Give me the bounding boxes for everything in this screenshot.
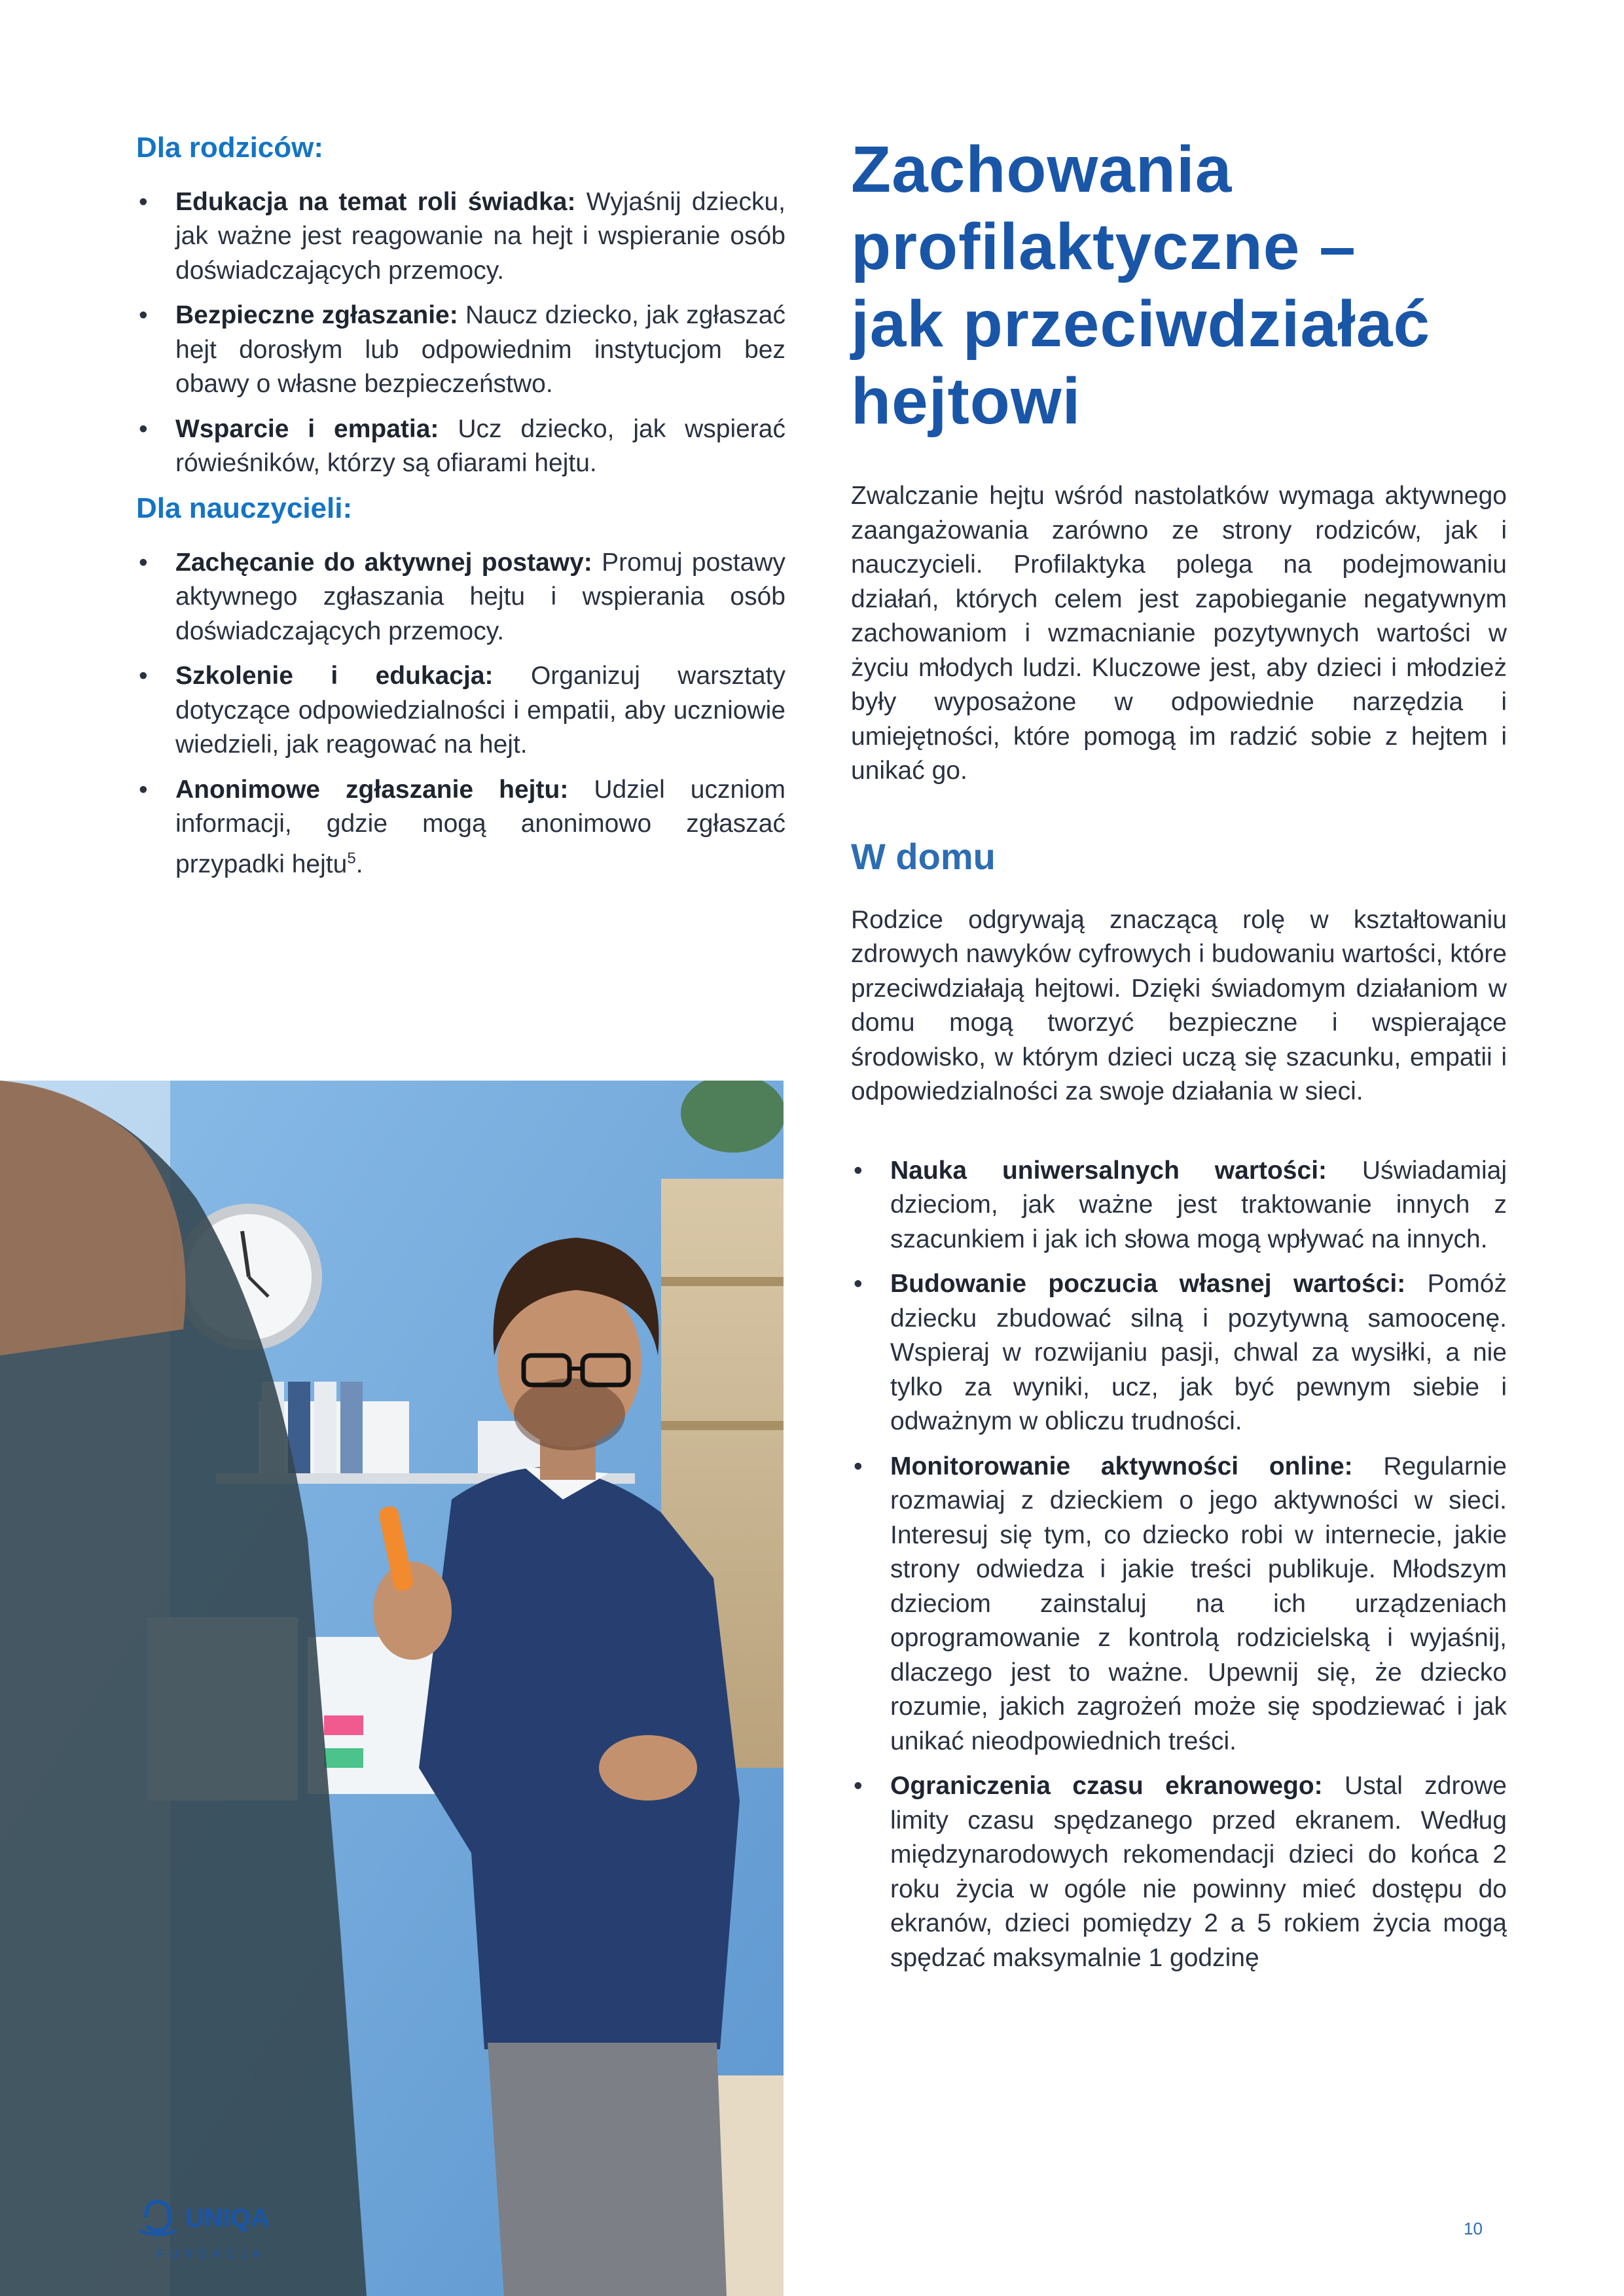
page-number: 10 (1464, 2219, 1483, 2238)
item-text: Organizuj warsztaty dotyczące odpowiedzialności i empatii, aby uczniowie wiedzieli, jak reagować na hejt. (175, 662, 785, 759)
bullet-icon: • (139, 414, 148, 443)
uniqa-logo-graphic (134, 2193, 304, 2265)
bullet-icon: • (854, 1452, 863, 1480)
teachers-heading: Dla nauczycieli: (136, 492, 353, 524)
home-heading: W domu (851, 835, 996, 877)
list-item (851, 1154, 1507, 1257)
item-label: Szkolenie i edukacja: (175, 662, 494, 691)
item-text: Uświadamiaj dzieciom, jak ważne jest traktowanie innych z szacunkiem i jak ich słowa mogą wpływać na innych. (890, 1156, 1507, 1253)
bullet-icon: • (139, 548, 148, 577)
item-text: Ucz dziecko, jak wspierać rówieśników, którzy są ofiarami hejtu. (175, 414, 785, 478)
list-item (136, 659, 785, 762)
list-item (136, 412, 785, 481)
item-label: Edukacja na temat roli świadka: (175, 187, 576, 216)
teacher-classroom-illustration (0, 1081, 784, 2296)
logo-wordmark: UNIQA (185, 2204, 270, 2233)
list-item (851, 1450, 1507, 1759)
list-item (136, 773, 785, 882)
item-text: Regularnie rozmawiaj z dzieckiem o jego aktywności w sieci. Interesuj się tym, co dziecko robi w internecie, jakie strony odwiedza i jakie treści publikuje. Młodszym dzieciom zainstaluj na ich urządzeniach oprogramowanie z kontrolą rodzicielską i wyjaśnij, dlaczego jest to ważne. Upewnij się, że dziecko rozumie, jakich zagrożeń może się spodziewać i jak unikać nieodpowiednich treści. (890, 1452, 1507, 1755)
bullet-icon: • (139, 662, 148, 691)
title-line: jak przeciwdziałać (851, 287, 1431, 361)
list-item (136, 546, 785, 649)
home-list (851, 1154, 1507, 1976)
item-label: Nauka uniwersalnych wartości: (890, 1156, 1327, 1185)
item-label: Budowanie poczucia własnej wartości: (890, 1270, 1406, 1299)
bullet-icon: • (854, 1270, 863, 1299)
classroom-photo (0, 1081, 784, 2296)
list-item (136, 185, 785, 289)
item-text: Ustal zdrowe limity czasu spędzanego przed ekranem. Według międzynarodowych rekomendacji dzieci do końca 2 roku życia w ogóle nie powinny mieć dostępu do ekranów, dzieci pomiędzy 2 a 5 rokiem życia mogą spędzać maksymalnie 1 godzinę (890, 1772, 1507, 1972)
parents-heading: Dla rodziców: (136, 132, 324, 164)
page-title (851, 131, 1507, 440)
bullet-icon: • (854, 1772, 863, 1801)
item-label: Bezpieczne zgłaszanie: (175, 301, 458, 330)
teachers-list (136, 546, 785, 882)
title-line: Zachowania (851, 133, 1233, 206)
list-item (136, 298, 785, 402)
bullet-icon: • (139, 775, 148, 804)
home-intro-paragraph: Rodzice odgrywają znaczącą rolę w kształtowaniu zdrowych nawyków cyfrowych i budowaniu wartości, które przeciwdziałają hejtowi. Dzięki świadomym działaniom w domu mogą tworzyć bezpieczne i wspierające środowisko, w którym dzieci uczą się szacunku, empatii i odpowiedzialności za swoje działania w sieci. (851, 905, 1507, 1106)
item-label: Anonimowe zgłaszanie hejtu: (175, 775, 569, 804)
item-text: Promuj postawy aktywnego zgłaszania hejtu i wspierania osób doświadczających przemocy. (175, 548, 785, 645)
item-label: Monitorowanie aktywności online: (890, 1452, 1353, 1480)
intro-paragraph: Zwalczanie hejtu wśród nastolatków wymaga aktywnego zaangażowania zarówno ze strony rodziców, jak i nauczycieli. Profilaktyka polega na podejmowaniu działań, których celem jest zapobieganie negatywnym zachowaniom i wzmacnianie pozytywnych wartości w życiu młodych ludzi. Kluczowe jest, aby dzieci i młodzież były wyposażone w odpowiednie narzędzia i umiejętności, które pomogą im radzić sobie z hejtem i unikać go. (851, 482, 1507, 785)
logo-subtitle: FUNDACJA (156, 2248, 267, 2261)
bullet-icon: • (854, 1156, 863, 1185)
item-label: Ograniczenia czasu ekranowego: (890, 1772, 1323, 1801)
title-line: hejtowi (851, 365, 1081, 438)
item-label: Zachęcanie do aktywnej postawy: (175, 548, 592, 577)
item-text: Naucz dziecko, jak zgłaszać hejt dorosłym lub odpowiednim instytucjom bez obawy o własne bezpieczeństwo. (175, 301, 785, 399)
title-line: profilaktyczne – (851, 210, 1356, 283)
bullet-icon: • (139, 187, 148, 216)
right-column (851, 131, 1507, 1986)
item-text-end: . (355, 850, 363, 878)
item-text: Udziel uczniom informacji, gdzie mogą anonimowo zgłaszać przypadki hejtu (175, 775, 785, 878)
footnote-marker[interactable]: 5 (347, 849, 356, 867)
item-label: Wsparcie i empatia: (175, 414, 439, 443)
list-item (851, 1267, 1507, 1439)
uniqa-logo (134, 2193, 304, 2268)
list-item (851, 1769, 1507, 1975)
bullet-icon: • (139, 301, 148, 330)
item-text: Wyjaśnij dziecku, jak ważne jest reagowanie na hejt i wspieranie osób doświadczających przemocy. (175, 187, 785, 285)
parents-list (136, 185, 785, 481)
item-text: Pomóż dziecku zbudować silną i pozytywną samoocenę. Wspieraj w rozwijaniu pasji, chwal za wysiłki, a nie tylko za wyniki, ucz, jak być pewnym siebie i odważnym w obliczu trudności. (890, 1270, 1507, 1436)
left-column (136, 131, 785, 892)
